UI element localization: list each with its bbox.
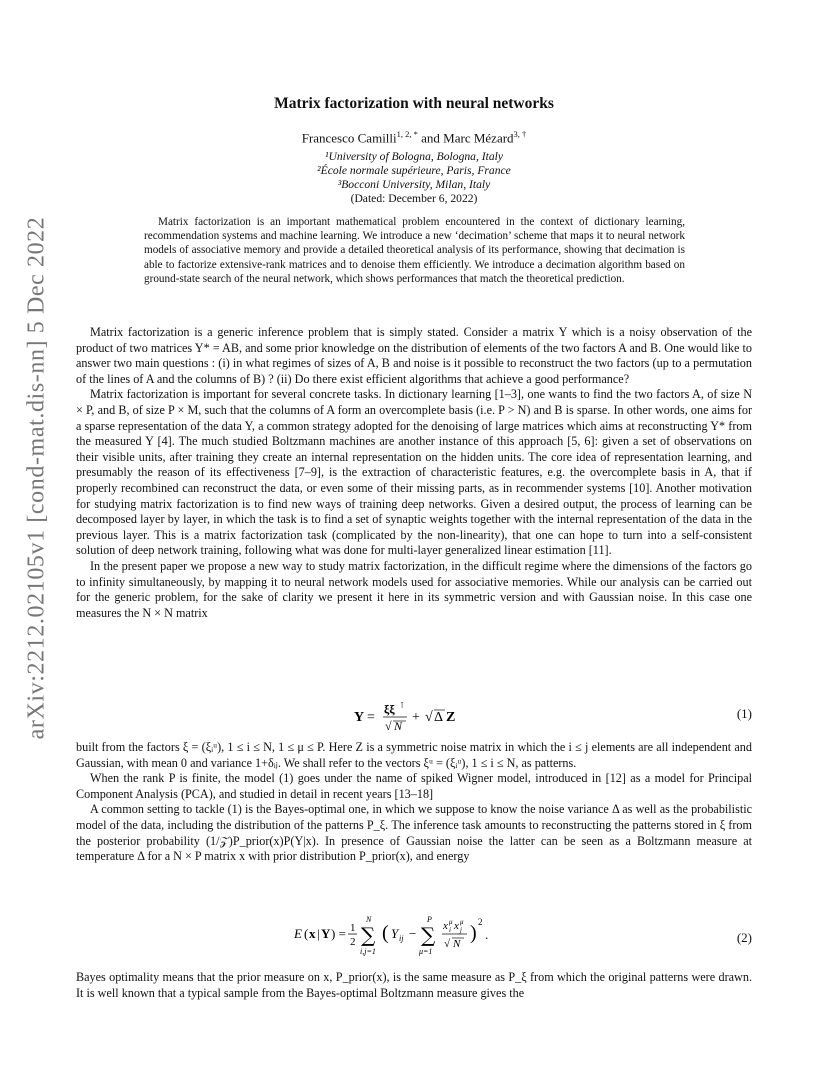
svg-text:1: 1 bbox=[350, 922, 356, 934]
equation-1-formula bbox=[354, 700, 474, 734]
svg-text:x: x bbox=[443, 920, 448, 932]
body-block-3 bbox=[76, 970, 752, 1001]
author-2-affil: 3, † bbox=[513, 129, 527, 139]
svg-text:i,j=1: i,j=1 bbox=[360, 947, 376, 956]
svg-text:μ: μ bbox=[460, 918, 464, 926]
affiliation-1: ¹University of Bologna, Bologna, Italy bbox=[325, 150, 503, 163]
svg-text:x: x bbox=[454, 920, 459, 932]
svg-text:⊺: ⊺ bbox=[400, 701, 405, 710]
svg-text:.: . bbox=[485, 927, 489, 942]
author-1-affil: 1, 2, * bbox=[396, 129, 418, 139]
paragraph-7: Bayes optimality means that the prior measure on x, P_prior(x), is the same measure as P_ξ from which the original patterns were drawn. It is well known that a typical sample from the Bayes-optimal Boltzmann measure gives the bbox=[76, 970, 752, 1000]
svg-text:√: √ bbox=[444, 938, 451, 950]
svg-text:√: √ bbox=[425, 710, 433, 725]
svg-text:N: N bbox=[453, 938, 461, 950]
svg-text:μ: μ bbox=[449, 918, 453, 926]
affiliation-3: ³Bocconi University, Milan, Italy bbox=[337, 178, 491, 191]
svg-text:−: − bbox=[409, 926, 417, 941]
svg-text:∑: ∑ bbox=[421, 923, 436, 947]
paper-title: Matrix factorization with neural networks bbox=[274, 95, 554, 112]
equation-1-number: (1) bbox=[736, 706, 752, 721]
svg-text:ij: ij bbox=[399, 934, 404, 943]
author-and: and Marc Mézard bbox=[417, 130, 514, 146]
svg-text:i: i bbox=[449, 926, 451, 934]
svg-text:μ=1: μ=1 bbox=[419, 947, 433, 956]
paragraph-2: Matrix factorization is important for several concrete tasks. In dictionary learning [1–3], one wants to find the two factors A, of size N × P, and B, of size P × M, such that the columns of A form an overcomplete basis (i.e. P > N) and B is sparse. In other words, one aims for a sparse representation of the data Y, a common strategy adopted for the denoising of large matrices which aims at reconstructing Y* from the measured Y [4]. The much studied Boltzmann machines are another instance of this approach [5, 6]: given a set of observations on their visible units, after training they create an internal representation on the hidden units. The core idea of representation learning, and presumably the reason of its effectiveness [7–9], is the extraction of characteristic features, e.g. the overcomplete basis in A, that if properly recombined can reconstruct the data, or even some of their missing parts, as in recommender systems [10]. Another motivation for studying matrix factorization is to find new ways of training deep networks. Given a desired output, the process of learning can be decomposed layer by layer, in which the task is to find a set of synaptic weights together with the internal representation of the data in the previous layer. This is a matrix factorization task (complicated by the non-linearity), that one can hope to turn into a self-consistent solution of deep network training, following what was done for multi-layer generalized linear estimation [11]. bbox=[76, 387, 752, 558]
affiliation-2: ²École normale supérieure, Paris, France bbox=[317, 164, 511, 177]
arxiv-id: arXiv:2212.02105v1 [cond-mat.dis-nn] 5 Dec 2022 bbox=[23, 216, 50, 740]
paragraph-6: A common setting to tackle (1) is the Bayes-optimal one, in which we suppose to know the noise variance Δ as well as the probabilistic model of the data, including the distribution of the patterns P_ξ. The inference task amounts to reconstructing the patterns stored in ξ from the posterior probability (1/𝒵)P_prior(x)P(Y|x). In presence of Gaussian noise the latter can be seen as a Boltzmann measure at temperature Δ for a N × P matrix x with prior distribution P_prior(x), and energy bbox=[76, 802, 752, 864]
svg-text:j: j bbox=[460, 926, 462, 934]
body-block-2 bbox=[76, 740, 752, 865]
svg-text:|: | bbox=[317, 926, 320, 941]
svg-text:x: x bbox=[309, 926, 316, 941]
abstract: Matrix factorization is an important mathematical problem encountered in the context of dictionary learning, recommendation systems and machine learning. We introduce a new ‘decimation’ scheme that maps it to neural network models of associative memory and provide a detailed theoretical analysis of its performance, showing that decimation is able to factorize extensive-rank matrices and to denoise them efficiently. We introduce a decimation algorithm based on ground-state search of the neural network, which shows performances that match the theoretical prediction. bbox=[144, 216, 685, 285]
paragraph-3: In the present paper we propose a new way to study matrix factorization, in the difficult regime where the dimensions of the factors go to infinity simultaneously, by mapping it to neural network models used for associative memories. While our analysis can be carried out for the generic problem, for the sake of clarity we present it here in its symmetric version and with Gaussian noise. In this case one measures the N × N matrix bbox=[76, 558, 752, 620]
svg-text:+: + bbox=[412, 710, 420, 725]
svg-text:ξξ: ξξ bbox=[384, 702, 395, 716]
svg-text:Y: Y bbox=[321, 926, 331, 941]
equation-1 bbox=[76, 700, 752, 734]
svg-text:2: 2 bbox=[478, 917, 483, 927]
arxiv-sidebar bbox=[23, 216, 50, 740]
equation-2 bbox=[76, 912, 752, 958]
svg-text:Δ: Δ bbox=[434, 710, 444, 725]
authors bbox=[0, 129, 828, 146]
svg-text:Y: Y bbox=[391, 926, 399, 941]
author-1: Francesco Camilli bbox=[301, 130, 397, 146]
date: (Dated: December 6, 2022) bbox=[350, 192, 478, 205]
affiliations bbox=[0, 150, 828, 206]
svg-text:2: 2 bbox=[350, 936, 356, 948]
equation-2-number: (2) bbox=[736, 930, 752, 945]
equation-2-formula bbox=[294, 912, 534, 958]
paragraph-4: built from the factors ξ = (ξᵢᵘ), 1 ≤ i ≤ N, 1 ≤ μ ≤ P. Here Z is a symmetric noise matrix in which the i ≤ j elements are all independent and Gaussian, with mean 0 and variance 1+δᵢⱼ. We shall refer to the vectors ξᵘ = (ξᵢᵘ), 1 ≤ i ≤ N, as patterns. bbox=[76, 740, 752, 770]
svg-text:=: = bbox=[367, 710, 375, 725]
svg-text:(: ( bbox=[304, 926, 309, 941]
svg-text:): ) bbox=[470, 922, 477, 944]
svg-text:√: √ bbox=[385, 719, 392, 733]
svg-text:Z: Z bbox=[446, 710, 456, 725]
body-block-1 bbox=[76, 325, 752, 621]
svg-text:N: N bbox=[366, 915, 372, 924]
svg-text:Y: Y bbox=[354, 710, 365, 725]
paragraph-5: When the rank P is finite, the model (1) goes under the name of spiked Wigner model, introduced in [12] as a model for Principal Component Analysis (PCA), and studied in detail in recent years [13–18] bbox=[76, 771, 752, 801]
svg-text:∑: ∑ bbox=[361, 923, 376, 947]
svg-text:N: N bbox=[394, 719, 403, 733]
svg-text:E: E bbox=[294, 926, 302, 941]
paragraph-1: Matrix factorization is a generic inference problem that is simply stated. Consider a matrix Y which is a noisy observation of the product of two matrices Y* = AB, and some prior knowledge on the distribution of elements of the two factors A and B. One would like to answer two main questions : (i) in what regimes of sizes of A, B and noise is it possible to reconstruct the two factors (up to a permutation of the lines of A and the columns of B) ? (ii) Do there exist efficient algorithms that achieve a good performance? bbox=[76, 325, 752, 386]
svg-text:(: ( bbox=[382, 922, 389, 944]
svg-text:P: P bbox=[427, 915, 432, 924]
svg-text:) =: ) = bbox=[331, 926, 346, 941]
